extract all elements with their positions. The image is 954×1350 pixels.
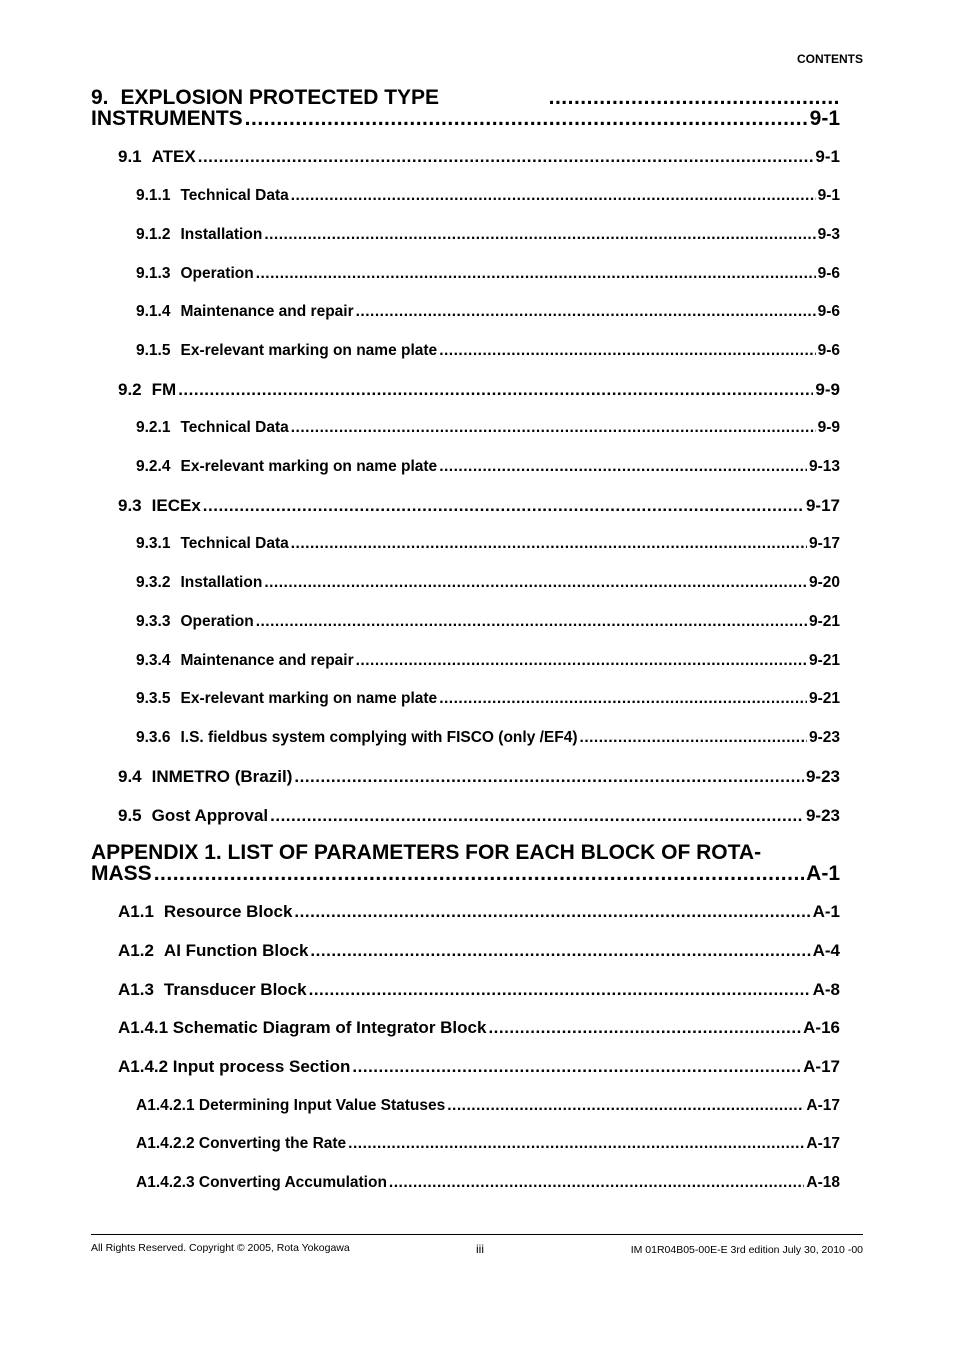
toc-section-title: AI Function Block — [163, 941, 309, 960]
running-header: CONTENTS — [797, 52, 863, 66]
toc-page-number: 9-23 — [805, 767, 840, 786]
toc-leader-dots — [154, 862, 804, 886]
toc-entry-a1-4-2-3[interactable] — [136, 1174, 840, 1192]
toc-section-title: Gost Approval — [151, 806, 269, 825]
toc-leader-dots — [203, 496, 804, 516]
toc-section-title: IECEx — [151, 496, 201, 515]
toc-page-number: 9-6 — [817, 265, 840, 282]
toc-entry-a1-3[interactable] — [118, 980, 840, 1000]
toc-page-number: 9-23 — [805, 806, 840, 825]
toc-section-title: FM — [151, 380, 177, 399]
toc-page-number: 9-1 — [809, 107, 840, 130]
toc-section-number: 9.1 — [118, 147, 142, 166]
toc-section-number: 9.4 — [118, 767, 142, 786]
toc-entry-a1-4-2-1[interactable] — [136, 1097, 840, 1115]
toc-entry-9-3-4[interactable] — [136, 652, 840, 670]
toc-section-title: A1.4.1 Schematic Diagram of Integrator Block — [118, 1018, 487, 1037]
toc-section-title: Ex-relevant marking on name plate — [180, 342, 438, 359]
toc-section-title: Resource Block — [163, 902, 293, 921]
toc-chapter-title: EXPLOSION PROTECTED TYPE — [120, 86, 440, 109]
toc-entry-9-2-1[interactable] — [136, 419, 840, 437]
toc-entry-9-5[interactable] — [118, 806, 840, 826]
toc-entry-9-3[interactable] — [118, 496, 840, 516]
toc-leader-dots — [439, 342, 815, 360]
toc-section-title: Ex-relevant marking on name plate — [180, 458, 438, 475]
toc-page-number: 9-9 — [817, 419, 840, 436]
toc-leader-dots — [352, 1057, 801, 1077]
toc-section-title: A1.4.2.2 Converting the Rate — [136, 1135, 347, 1152]
toc-section-title: ATEX — [151, 147, 196, 166]
toc-entry-a1-4-2[interactable] — [118, 1057, 840, 1077]
toc-section-number: 9.3.1 — [136, 535, 171, 552]
toc-section-title: Ex-relevant marking on name plate — [180, 690, 438, 707]
toc-entry-9-1-4[interactable] — [136, 303, 840, 321]
footer-doc-id: IM 01R04B05-00E-E 3rd edition July 30, 2010 -00 — [630, 1244, 863, 1256]
toc-section-number: A1.3 — [118, 980, 154, 999]
toc-chapter-number: 9. — [91, 86, 109, 109]
toc-leader-dots — [294, 767, 804, 787]
toc-leader-dots — [291, 535, 807, 553]
toc-leader-dots — [447, 1097, 804, 1115]
toc-entry-9-2[interactable] — [118, 380, 840, 400]
toc-leader-dots — [348, 1135, 804, 1153]
toc-leader-dots — [256, 265, 816, 283]
toc-entry-a1-4-1[interactable] — [118, 1018, 840, 1038]
toc-section-title: I.S. fieldbus system complying with FISCO (only /EF4) — [180, 729, 578, 746]
toc-entry-9-1-5[interactable] — [136, 342, 840, 360]
toc-leader-dots — [309, 980, 811, 1000]
toc-entry-9-1-3[interactable] — [136, 265, 840, 283]
toc-leader-dots — [580, 729, 807, 747]
toc-appendix-title: APPENDIX 1. LIST OF PARAMETERS FOR EACH BLOCK OF ROTA- — [91, 841, 762, 864]
toc-page-number: 9-3 — [817, 226, 840, 243]
toc-page-number: 9-23 — [808, 729, 840, 746]
toc-section-title: Installation — [180, 574, 263, 591]
toc-entry-9-2-4[interactable] — [136, 458, 840, 476]
toc-page-number: 9-17 — [805, 496, 840, 515]
toc-section-number: 9.3.2 — [136, 574, 171, 591]
footer-copyright: All Rights Reserved. Copyright © 2005, Rota Yokogawa — [91, 1242, 350, 1254]
toc-section-number: 9.5 — [118, 806, 142, 825]
toc-leader-dots — [270, 806, 804, 826]
toc-section-title: Transducer Block — [163, 980, 307, 999]
toc-page-number: A-17 — [806, 1135, 840, 1152]
toc-section-title: A1.4.2.1 Determining Input Value Statuses — [136, 1097, 446, 1114]
toc-page-number: A-17 — [803, 1057, 840, 1076]
toc-section-title: Technical Data — [180, 187, 289, 204]
toc-section-number: 9.1.2 — [136, 226, 171, 243]
toc-page-number: 9-21 — [808, 613, 840, 630]
toc-section-number: 9.1.1 — [136, 187, 171, 204]
toc-page-number: 9-13 — [808, 458, 840, 475]
toc-section-number: A1.1 — [118, 902, 154, 921]
toc-page-number: 9-1 — [815, 147, 840, 166]
toc-leader-dots: .............................................. — [548, 86, 840, 109]
toc-page-number: A-18 — [806, 1174, 840, 1191]
toc-leader-dots — [389, 1174, 804, 1192]
footer-page-number: iii — [476, 1242, 484, 1256]
toc-section-title: INMETRO (Brazil) — [151, 767, 293, 786]
toc-appendix-title-cont: MASS — [91, 862, 152, 885]
toc-entry-9-3-5[interactable] — [136, 690, 840, 708]
toc-section-title: Operation — [180, 613, 254, 630]
toc-entry-a1-1[interactable] — [118, 902, 840, 922]
toc-section-number: 9.1.5 — [136, 342, 171, 359]
toc-appendix-1-line2[interactable] — [91, 862, 840, 886]
toc-leader-dots — [310, 941, 810, 961]
toc-page-number: 9-21 — [808, 652, 840, 669]
toc-page-number: A-8 — [812, 980, 840, 999]
toc-entry-9-3-6[interactable] — [136, 729, 840, 747]
toc-page-number: 9-20 — [808, 574, 840, 591]
toc-page-number: A-1 — [806, 862, 840, 885]
toc-section-number: 9.2 — [118, 380, 142, 399]
toc-leader-dots — [256, 613, 807, 631]
toc-entry-9-4[interactable] — [118, 767, 840, 787]
toc-section-number: 9.3.5 — [136, 690, 171, 707]
toc-leader-dots — [198, 147, 814, 167]
toc-page-number: 9-6 — [817, 342, 840, 359]
toc-leader-dots — [439, 690, 807, 708]
toc-page-number: 9-21 — [808, 690, 840, 707]
toc-section-number: 9.2.1 — [136, 419, 171, 436]
toc-section-title: Maintenance and repair — [180, 652, 354, 669]
toc-page-number: A-17 — [806, 1097, 840, 1114]
toc-leader-dots — [178, 380, 813, 400]
toc-leader-dots — [291, 419, 816, 437]
toc-page-number: A-1 — [812, 902, 840, 921]
toc-section-number: 9.3.6 — [136, 729, 171, 746]
footer-divider — [91, 1234, 863, 1235]
toc-leader-dots — [356, 303, 816, 321]
toc-section-title: Technical Data — [180, 535, 289, 552]
toc-section-number: 9.3.4 — [136, 652, 171, 669]
toc-chapter-9-line2[interactable] — [91, 107, 840, 131]
toc-page-number: A-16 — [803, 1018, 840, 1037]
toc-page-number: 9-9 — [815, 380, 840, 399]
toc-section-number: 9.1.4 — [136, 303, 171, 320]
toc-leader-dots — [245, 107, 808, 131]
toc-chapter-title-cont: INSTRUMENTS — [91, 107, 243, 130]
toc-entry-a1-4-2-2[interactable] — [136, 1135, 840, 1153]
toc-entry-9-1[interactable] — [118, 147, 840, 167]
toc-section-number: 9.3.3 — [136, 613, 171, 630]
toc-section-number: 9.2.4 — [136, 458, 171, 475]
toc-section-title: Operation — [180, 265, 254, 282]
toc-section-number: 9.3 — [118, 496, 142, 515]
toc-leader-dots — [488, 1018, 801, 1038]
toc-entry-9-3-3[interactable] — [136, 613, 840, 631]
toc-entry-a1-2[interactable] — [118, 941, 840, 961]
toc-section-title: Installation — [180, 226, 263, 243]
toc-leader-dots — [264, 574, 807, 592]
toc-leader-dots — [356, 652, 807, 670]
toc-leader-dots — [264, 226, 815, 244]
toc-entry-9-1-2[interactable] — [136, 226, 840, 244]
toc-section-title: Maintenance and repair — [180, 303, 354, 320]
toc-page-number: A-4 — [812, 941, 840, 960]
toc-leader-dots — [291, 187, 816, 205]
toc-section-title: A1.4.2 Input process Section — [118, 1057, 351, 1076]
toc-section-number: A1.2 — [118, 941, 154, 960]
toc-entry-9-3-1[interactable] — [136, 535, 840, 553]
toc-entry-9-3-2[interactable] — [136, 574, 840, 592]
toc-page-number: 9-6 — [817, 303, 840, 320]
toc-section-title: Technical Data — [180, 419, 289, 436]
toc-section-number: 9.1.3 — [136, 265, 171, 282]
toc-section-title: A1.4.2.3 Converting Accumulation — [136, 1174, 387, 1191]
toc-leader-dots — [439, 458, 807, 476]
toc-page-number: 9-1 — [817, 187, 840, 204]
toc-leader-dots — [294, 902, 810, 922]
toc-entry-9-1-1[interactable] — [136, 187, 840, 205]
toc-page-number: 9-17 — [808, 535, 840, 552]
